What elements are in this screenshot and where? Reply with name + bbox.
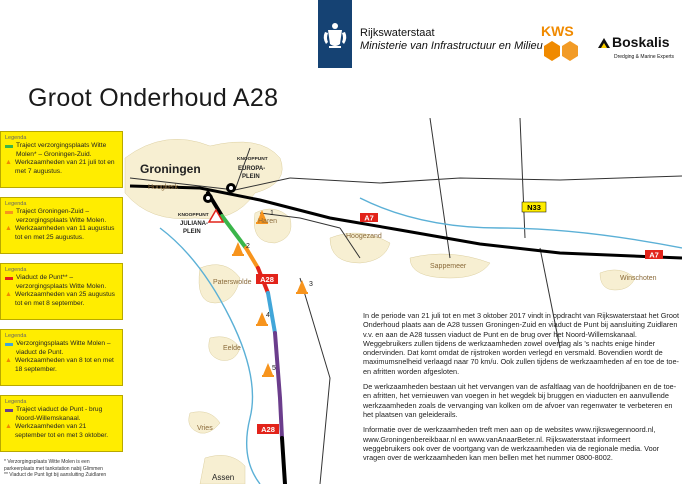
info-paragraph-2: De werkzaamheden bestaan uit het vervangen van de asfaltlaag van de hoofdrijbanen en de toe- en afritten, het vernieuwen van voegen in het wegdek bij bruggen en viaducten en aanvullende werkzaamheden zoals de vervanging van kolken om de afvoer van regenwater te verbeteren en het plaatsen van geleiderails. xyxy=(363,382,677,419)
knooppunt-juliana-2: JULIANA- xyxy=(180,221,208,227)
cone-icon: ▲ xyxy=(5,159,12,167)
marker-1: 1 xyxy=(270,210,274,217)
road-label-a7-east: A7 xyxy=(649,250,659,260)
marker-2: 2 xyxy=(246,243,250,250)
legend-period: Werkzaamheden van 21 juli tot en met 7 augustus. xyxy=(15,159,115,175)
legend-swatch xyxy=(5,409,13,412)
legend-box-5 xyxy=(0,395,123,452)
legend-route: Verzorgingsplaats Witte Molen – viaduct de Punt. xyxy=(16,340,111,356)
cone-icon: ▲ xyxy=(5,225,12,233)
legend-swatch xyxy=(5,277,13,280)
footnote-1: * Verzorgingsplaats Witte Molen is een parkeerplaats met tankstation nabij Glimmen xyxy=(4,459,103,472)
cone-icon: ▲ xyxy=(5,357,12,365)
place-haren: Haren xyxy=(258,218,278,225)
legend-route: Traject viaduct de Punt - brug Noord-Willemskanaal. xyxy=(16,406,103,422)
legend-period: Werkzaamheden van 21 september tot en met 3 oktober. xyxy=(15,423,109,439)
legend-title: Legenda xyxy=(5,399,27,405)
legend-box-4 xyxy=(0,329,123,386)
cone-icon: ▲ xyxy=(5,291,12,299)
footnote-2: ** Viaduct de Punt ligt bij aansluiting Zuidlaren xyxy=(4,472,107,478)
kws-label: KWS xyxy=(541,23,574,39)
info-paragraph-1: In de periode van 21 juli tot en met 3 oktober 2017 vindt in opdracht van Rijkswaterstaat het Groot Onderhoud plaats aan de A28 tussen Groningen-Zuid en viaduct de Punt bij aansluiting Zuidlaren v.v. en aan de A28 tussen viaduct de Punt en de brug over het Noord-Willemskanaal. Weggebruikers zullen tijdens de werkzaamheden zowel overdag als 's nachts enige hinder ondervinden. Dat komt omdat de rijstroken worden verlegd en versmald. Bovendien wordt de maximumsnelheid verlaagd naar 70 km/u. Ook zullen tijdens de werkzaamheden af en toe de toe- en afritten worden afgesloten. xyxy=(363,311,679,376)
legend-route: Traject verzorgingsplaats Witte Molen* – Groningen-Zuid. xyxy=(16,142,107,158)
legend-box-2 xyxy=(0,197,123,254)
crest-icon xyxy=(318,0,352,68)
ministry-name: Ministerie van Infrastructuur en Milieu xyxy=(360,40,543,52)
place-assen: Assen xyxy=(212,473,235,482)
legend-period: Werkzaamheden van 8 tot en met 18 september. xyxy=(15,357,114,373)
legend-title: Legenda xyxy=(5,201,27,207)
place-eelde: Eelde xyxy=(223,345,241,352)
road-label-a28: A28 xyxy=(260,275,274,284)
knooppunt-europa-2: EUROPA- xyxy=(238,166,266,172)
place-hoogkerk: Hoogkerk xyxy=(148,184,178,191)
legend-swatch xyxy=(5,343,13,346)
info-paragraph-3: Informatie over de werkzaamheden treft men aan op de websites www.rijkswegennoord.nl, www.Groningenbereikbaar.nl en www.vanAnaarBeter.nl. Rijkswaterstaat informeert weggebruikers ook over de voortgang van de werkzaamheden via de regionale media. Voor vragen over de werkzaamheden kan men bellen met het nummer 0800-8002. xyxy=(363,425,660,463)
footnotes xyxy=(4,459,114,479)
boskalis-label: Boskalis xyxy=(612,34,670,50)
place-sappemeer: Sappemeer xyxy=(430,263,467,270)
place-paterswolde: Paterswolde xyxy=(213,279,252,286)
legend-box-1 xyxy=(0,131,123,188)
org-name: Rijkswaterstaat xyxy=(360,27,435,39)
info-text xyxy=(363,311,679,468)
road-label-a7: A7 xyxy=(364,213,374,223)
legend-route: Viaduct de Punt** – verzorgingsplaats Witte Molen. xyxy=(16,274,107,290)
place-groningen: Groningen xyxy=(140,162,201,176)
road-label-n33: N33 xyxy=(527,203,541,212)
legend-box-3 xyxy=(0,263,123,320)
cone-icon: ▲ xyxy=(5,423,12,431)
place-hoogezand: Hoogezand xyxy=(346,233,382,240)
boskalis-sub: Dredging & Marine Experts xyxy=(614,54,675,60)
knooppunt-europa-3: PLEIN xyxy=(242,174,260,180)
place-winschoten: Winschoten xyxy=(620,275,657,282)
marker-3: 3 xyxy=(309,281,313,288)
knooppunt-juliana-1: KNOOPPUNT xyxy=(178,213,209,218)
legend-swatch xyxy=(5,145,13,148)
marker-5: 5 xyxy=(272,365,276,372)
legend-route: Traject Groningen-Zuid – verzorgingsplaats Witte Molen. xyxy=(16,208,107,224)
place-vries: Vries xyxy=(197,425,213,432)
legend-title: Legenda xyxy=(5,267,27,273)
road-label-a28-south: A28 xyxy=(261,425,275,434)
boskalis-icon xyxy=(597,36,611,50)
legend-period: Werkzaamheden van 11 augustus tot en met 25 augustus. xyxy=(15,225,115,241)
cone-icon xyxy=(296,280,308,294)
legend-swatch xyxy=(5,211,13,214)
legend-title: Legenda xyxy=(5,135,27,141)
rijkswaterstaat-logo xyxy=(318,0,352,68)
ministry-text xyxy=(360,27,543,53)
page-title: Groot Onderhoud A28 xyxy=(28,84,279,112)
marker-4: 4 xyxy=(266,312,270,319)
knooppunt-europa-1: KNOOPPUNT xyxy=(237,157,268,162)
knooppunt-juliana-3: PLEIN xyxy=(183,229,201,235)
legend-period: Werkzaamheden van 25 augustus tot en met 8 september. xyxy=(15,291,115,307)
legend-title: Legenda xyxy=(5,333,27,339)
